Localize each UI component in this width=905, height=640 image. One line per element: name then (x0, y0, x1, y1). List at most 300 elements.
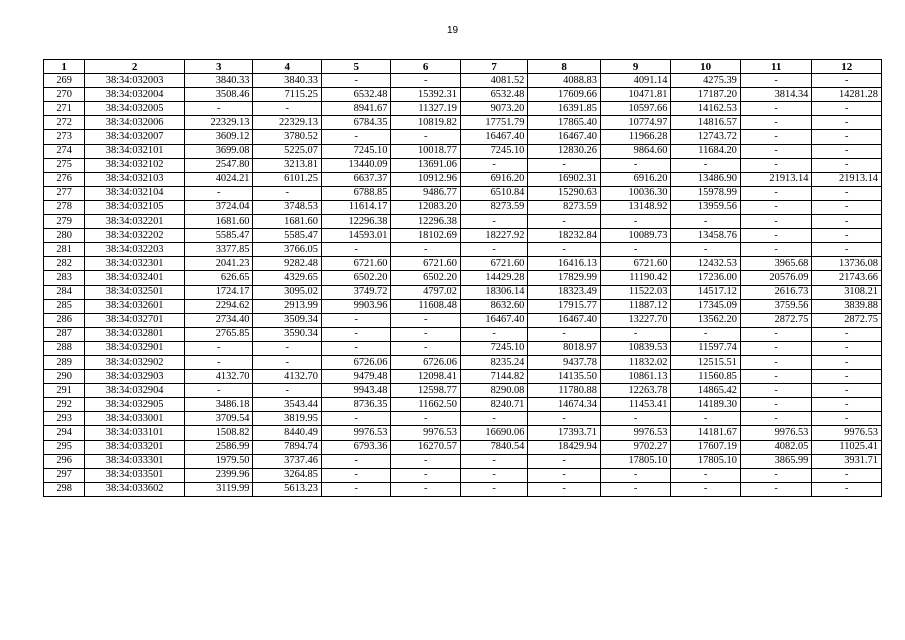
table-cell: - (391, 454, 460, 468)
table-cell: 11608.48 (391, 299, 460, 313)
table-cell: 2616.73 (740, 285, 812, 299)
table-cell: 9073.20 (460, 102, 527, 116)
table-cell: 5585.47 (253, 229, 321, 243)
table-cell: - (391, 468, 460, 482)
table-cell: - (391, 74, 460, 88)
table-cell: - (812, 116, 882, 130)
table-cell: 16416.13 (528, 257, 601, 271)
table-cell: - (740, 468, 812, 482)
table-body (44, 74, 882, 497)
table-cell: 1979.50 (184, 454, 252, 468)
table-cell: - (460, 215, 527, 229)
table-cell: 3590.34 (253, 327, 321, 341)
table-cell: - (671, 412, 740, 426)
table-row (44, 327, 882, 341)
table-cell: 6721.60 (321, 257, 390, 271)
table-cell: 22329.13 (253, 116, 321, 130)
table-cell: 6532.48 (460, 88, 527, 102)
table-cell: - (740, 158, 812, 172)
table-cell: 17915.77 (528, 299, 601, 313)
table-cell: 288 (44, 341, 85, 355)
table-cell: 7245.10 (321, 144, 390, 158)
table-cell: - (321, 482, 390, 496)
table-cell: - (740, 482, 812, 496)
table-cell: 38:34:032105 (85, 200, 185, 214)
table-cell: 10774.97 (600, 116, 671, 130)
table-cell: - (321, 327, 390, 341)
table-cell: 38:34:033201 (85, 440, 185, 454)
table-cell: 3108.21 (812, 285, 882, 299)
table-cell: 281 (44, 243, 85, 257)
table-cell: 16467.40 (460, 130, 527, 144)
table-cell: - (812, 370, 882, 384)
table-cell: 38:34:032007 (85, 130, 185, 144)
table-cell: 14816.57 (671, 116, 740, 130)
table-cell: 6721.60 (391, 257, 460, 271)
table-cell: - (740, 243, 812, 257)
table-cell: 38:34:032501 (85, 285, 185, 299)
table-cell: 6502.20 (321, 271, 390, 285)
table-cell: 13486.90 (671, 172, 740, 186)
column-header: 1 (44, 60, 85, 74)
table-cell: 12098.41 (391, 370, 460, 384)
column-header: 11 (740, 60, 812, 74)
table-cell: 8736.35 (321, 398, 390, 412)
table-cell: 2913.99 (253, 299, 321, 313)
table-cell: 21913.14 (740, 172, 812, 186)
table-cell: 1681.60 (184, 215, 252, 229)
table-cell: 3865.99 (740, 454, 812, 468)
table-cell: - (460, 482, 527, 496)
column-header: 4 (253, 60, 321, 74)
table-cell: 14181.67 (671, 426, 740, 440)
table-row (44, 102, 882, 116)
table-cell: - (671, 215, 740, 229)
column-header: 5 (321, 60, 390, 74)
table-cell: 9976.53 (600, 426, 671, 440)
table-cell: 290 (44, 370, 85, 384)
table-cell: 16902.31 (528, 172, 601, 186)
table-row (44, 243, 882, 257)
table-cell: 6788.85 (321, 186, 390, 200)
table-row (44, 341, 882, 355)
table-row (44, 88, 882, 102)
column-header: 10 (671, 60, 740, 74)
table-row (44, 398, 882, 412)
table-cell: - (812, 398, 882, 412)
table-cell: 38:34:033301 (85, 454, 185, 468)
table-cell: 17187.20 (671, 88, 740, 102)
table-cell: 4797.02 (391, 285, 460, 299)
table-cell: - (740, 116, 812, 130)
table-cell: 17829.99 (528, 271, 601, 285)
table-row (44, 257, 882, 271)
table-cell: 280 (44, 229, 85, 243)
table-cell: 17345.09 (671, 299, 740, 313)
table-cell: 14593.01 (321, 229, 390, 243)
table-cell: 7245.10 (460, 144, 527, 158)
table-cell: - (600, 482, 671, 496)
table-cell: - (812, 243, 882, 257)
table-cell: 17805.10 (671, 454, 740, 468)
table-row (44, 482, 882, 496)
table-cell: 273 (44, 130, 85, 144)
column-header: 7 (460, 60, 527, 74)
table-cell: 38:34:032203 (85, 243, 185, 257)
table-row (44, 271, 882, 285)
table-cell: - (391, 313, 460, 327)
table-cell: - (740, 186, 812, 200)
table-row (44, 454, 882, 468)
table-cell: 2547.80 (184, 158, 252, 172)
table-cell: 38:34:032004 (85, 88, 185, 102)
table-cell: 4132.70 (184, 370, 252, 384)
table-cell: - (184, 102, 252, 116)
table-cell: - (184, 341, 252, 355)
table-cell: 6637.37 (321, 172, 390, 186)
table-cell: 38:34:032005 (85, 102, 185, 116)
table-cell: 13148.92 (600, 200, 671, 214)
table-cell: 4329.65 (253, 271, 321, 285)
table-cell: 9976.53 (812, 426, 882, 440)
table-cell: 4082.05 (740, 440, 812, 454)
table-cell: - (740, 412, 812, 426)
table-cell: 16270.57 (391, 440, 460, 454)
column-header: 6 (391, 60, 460, 74)
table-cell: - (391, 482, 460, 496)
table-row (44, 384, 882, 398)
table-cell: 4132.70 (253, 370, 321, 384)
table-cell: 8235.24 (460, 355, 527, 369)
table-cell: 18232.84 (528, 229, 601, 243)
table-row (44, 313, 882, 327)
table-cell: - (321, 468, 390, 482)
table-cell: 38:34:032201 (85, 215, 185, 229)
table-cell: 11025.41 (812, 440, 882, 454)
table-cell: 8273.59 (460, 200, 527, 214)
table-cell: - (812, 384, 882, 398)
table-cell: - (740, 229, 812, 243)
table-cell: - (528, 158, 601, 172)
table-cell: 6510.84 (460, 186, 527, 200)
table-cell: 11614.17 (321, 200, 390, 214)
table-row (44, 285, 882, 299)
table-cell: - (391, 341, 460, 355)
table-cell: 2399.96 (184, 468, 252, 482)
table-cell: - (528, 215, 601, 229)
table-cell: 38:34:032903 (85, 370, 185, 384)
table-cell: - (460, 412, 527, 426)
column-header: 3 (184, 60, 252, 74)
table-cell: 298 (44, 482, 85, 496)
table-cell: 2734.40 (184, 313, 252, 327)
table-cell: - (184, 186, 252, 200)
table-cell: 38:34:032801 (85, 327, 185, 341)
table-cell: - (528, 327, 601, 341)
table-cell: 6916.20 (600, 172, 671, 186)
table-cell: 8240.71 (460, 398, 527, 412)
table-cell: 4091.14 (600, 74, 671, 88)
table-cell: 8941.67 (321, 102, 390, 116)
table-cell: 11597.74 (671, 341, 740, 355)
table-cell: 9479.48 (321, 370, 390, 384)
table-cell: 3095.02 (253, 285, 321, 299)
table-cell: 14429.28 (460, 271, 527, 285)
table-cell: 12432.53 (671, 257, 740, 271)
table-cell: - (321, 412, 390, 426)
table-cell: 6726.06 (321, 355, 390, 369)
table-cell: 9282.48 (253, 257, 321, 271)
table-cell: 12830.26 (528, 144, 601, 158)
table-cell: 5613.23 (253, 482, 321, 496)
table-cell: 10861.13 (600, 370, 671, 384)
table-cell: - (528, 482, 601, 496)
table-cell: 18227.92 (460, 229, 527, 243)
table-cell: - (321, 74, 390, 88)
table-cell: 6532.48 (321, 88, 390, 102)
table-cell: - (740, 74, 812, 88)
table-cell: 3839.88 (812, 299, 882, 313)
table-cell: 4024.21 (184, 172, 252, 186)
table-cell: - (460, 454, 527, 468)
table-cell: 6793.36 (321, 440, 390, 454)
table-cell: 2872.75 (740, 313, 812, 327)
table-cell: 16467.40 (528, 313, 601, 327)
table-cell: - (600, 243, 671, 257)
table-cell: - (812, 200, 882, 214)
table-cell: 13562.20 (671, 313, 740, 327)
table-cell: 3766.05 (253, 243, 321, 257)
table-cell: - (812, 215, 882, 229)
table-row (44, 370, 882, 384)
table-cell: 3709.54 (184, 412, 252, 426)
table-cell: - (391, 243, 460, 257)
table-row (44, 468, 882, 482)
table-row (44, 412, 882, 426)
table-cell: 274 (44, 144, 85, 158)
table-cell: 286 (44, 313, 85, 327)
table-cell: 3840.33 (184, 74, 252, 88)
table-cell: 17609.66 (528, 88, 601, 102)
data-table (43, 59, 882, 497)
table-cell: 38:34:032701 (85, 313, 185, 327)
table-cell: 1724.17 (184, 285, 252, 299)
table-cell: - (812, 482, 882, 496)
table-cell: 18429.94 (528, 440, 601, 454)
table-cell: 293 (44, 412, 85, 426)
table-cell: 296 (44, 454, 85, 468)
table-row (44, 158, 882, 172)
table-cell: 3377.85 (184, 243, 252, 257)
table-cell: - (528, 243, 601, 257)
table-cell: 9903.96 (321, 299, 390, 313)
table-cell: 10597.66 (600, 102, 671, 116)
table-cell: 3264.85 (253, 468, 321, 482)
table-cell: 13227.70 (600, 313, 671, 327)
table-cell: 38:34:032905 (85, 398, 185, 412)
table-cell: 13691.06 (391, 158, 460, 172)
table-cell: 17751.79 (460, 116, 527, 130)
table-cell: 38:34:032902 (85, 355, 185, 369)
table-cell: 18102.69 (391, 229, 460, 243)
table-cell: 276 (44, 172, 85, 186)
table-cell: - (321, 243, 390, 257)
table-cell: 10018.77 (391, 144, 460, 158)
table-cell: - (321, 130, 390, 144)
table-cell: - (391, 327, 460, 341)
table-header-row (44, 60, 882, 74)
table-cell: - (184, 355, 252, 369)
table-cell: 38:34:032006 (85, 116, 185, 130)
table-cell: 3609.12 (184, 130, 252, 144)
table-cell: 3814.34 (740, 88, 812, 102)
table-cell: 13458.76 (671, 229, 740, 243)
table-cell: 38:34:032103 (85, 172, 185, 186)
table-cell: 14865.42 (671, 384, 740, 398)
table-cell: 9976.53 (321, 426, 390, 440)
table-cell: 285 (44, 299, 85, 313)
table-cell: 38:34:033001 (85, 412, 185, 426)
table-cell: - (812, 74, 882, 88)
table-cell: 6502.20 (391, 271, 460, 285)
table-cell: - (812, 327, 882, 341)
table-cell: 11522.03 (600, 285, 671, 299)
table-cell: 3737.46 (253, 454, 321, 468)
table-row (44, 116, 882, 130)
table-cell: 3931.71 (812, 454, 882, 468)
table-cell: 287 (44, 327, 85, 341)
table-cell: 11780.88 (528, 384, 601, 398)
table-cell: 2872.75 (812, 313, 882, 327)
table-cell: - (812, 229, 882, 243)
table-cell: 11684.20 (671, 144, 740, 158)
table-cell: 1508.82 (184, 426, 252, 440)
table-cell: 279 (44, 215, 85, 229)
table-cell: 270 (44, 88, 85, 102)
table-cell: 3508.46 (184, 88, 252, 102)
table-cell: 21913.14 (812, 172, 882, 186)
table-cell: - (671, 482, 740, 496)
table-cell: 3780.52 (253, 130, 321, 144)
table-cell: 14189.30 (671, 398, 740, 412)
table-cell: 15978.99 (671, 186, 740, 200)
table-cell: 12296.38 (321, 215, 390, 229)
table-cell: - (460, 327, 527, 341)
column-header: 12 (812, 60, 882, 74)
table-cell: 3840.33 (253, 74, 321, 88)
table-cell: - (812, 144, 882, 158)
table-row (44, 186, 882, 200)
table-cell: 6784.35 (321, 116, 390, 130)
table-cell: 269 (44, 74, 85, 88)
table-cell: 7840.54 (460, 440, 527, 454)
table-cell: 7245.10 (460, 341, 527, 355)
table-cell: 6721.60 (600, 257, 671, 271)
table-cell: 17805.10 (600, 454, 671, 468)
table-row (44, 144, 882, 158)
table-cell: 15290.63 (528, 186, 601, 200)
table-cell: 4088.83 (528, 74, 601, 88)
table-row (44, 229, 882, 243)
table-cell: - (812, 186, 882, 200)
table-cell: 12743.72 (671, 130, 740, 144)
table-cell: 8440.49 (253, 426, 321, 440)
table-cell: - (600, 327, 671, 341)
table-cell: 3543.44 (253, 398, 321, 412)
table-cell: 3699.08 (184, 144, 252, 158)
table-cell: 278 (44, 200, 85, 214)
table-cell: 38:34:032301 (85, 257, 185, 271)
table-cell: 9437.78 (528, 355, 601, 369)
table-cell: 9976.53 (740, 426, 812, 440)
table-cell: 11327.19 (391, 102, 460, 116)
table-cell: 12515.51 (671, 355, 740, 369)
table-cell: 10471.81 (600, 88, 671, 102)
table-cell: 17236.00 (671, 271, 740, 285)
table-row (44, 172, 882, 186)
table-cell: 297 (44, 468, 85, 482)
table-cell: 626.65 (184, 271, 252, 285)
table-cell: 12598.77 (391, 384, 460, 398)
table-cell: 17607.19 (671, 440, 740, 454)
table-cell: 7115.25 (253, 88, 321, 102)
table-cell: - (740, 200, 812, 214)
table-cell: 16690.06 (460, 426, 527, 440)
table-cell: 5225.07 (253, 144, 321, 158)
table-cell: - (671, 243, 740, 257)
table-cell: 6726.06 (391, 355, 460, 369)
table-cell: - (460, 158, 527, 172)
table-cell: 9864.60 (600, 144, 671, 158)
table-cell: - (600, 215, 671, 229)
table-cell: 16467.40 (528, 130, 601, 144)
table-cell: - (671, 158, 740, 172)
table-cell: 14162.53 (671, 102, 740, 116)
table-cell: - (671, 327, 740, 341)
table-cell: 7894.74 (253, 440, 321, 454)
table-cell: - (812, 102, 882, 116)
table-cell: 10036.30 (600, 186, 671, 200)
table-cell: 275 (44, 158, 85, 172)
table-row (44, 130, 882, 144)
column-header: 2 (85, 60, 185, 74)
table-cell: 18306.14 (460, 285, 527, 299)
table-row (44, 355, 882, 369)
table-cell: 13440.09 (321, 158, 390, 172)
table-cell: - (671, 468, 740, 482)
table-cell: - (253, 102, 321, 116)
table-cell: 38:34:032101 (85, 144, 185, 158)
table-cell: 38:34:032003 (85, 74, 185, 88)
table-cell: 284 (44, 285, 85, 299)
table-cell: - (253, 384, 321, 398)
table-cell: - (528, 454, 601, 468)
table-cell: 283 (44, 271, 85, 285)
table-cell: - (812, 468, 882, 482)
table-cell: 38:34:032202 (85, 229, 185, 243)
table-cell: 10912.96 (391, 172, 460, 186)
table-cell: 2294.62 (184, 299, 252, 313)
table-cell: 3759.56 (740, 299, 812, 313)
table-cell: - (600, 468, 671, 482)
table-cell: - (740, 341, 812, 355)
table-cell: - (600, 158, 671, 172)
table-cell: - (321, 341, 390, 355)
table-cell: 8018.97 (528, 341, 601, 355)
table-row (44, 74, 882, 88)
table-cell: 13736.08 (812, 257, 882, 271)
table-cell: 3965.68 (740, 257, 812, 271)
